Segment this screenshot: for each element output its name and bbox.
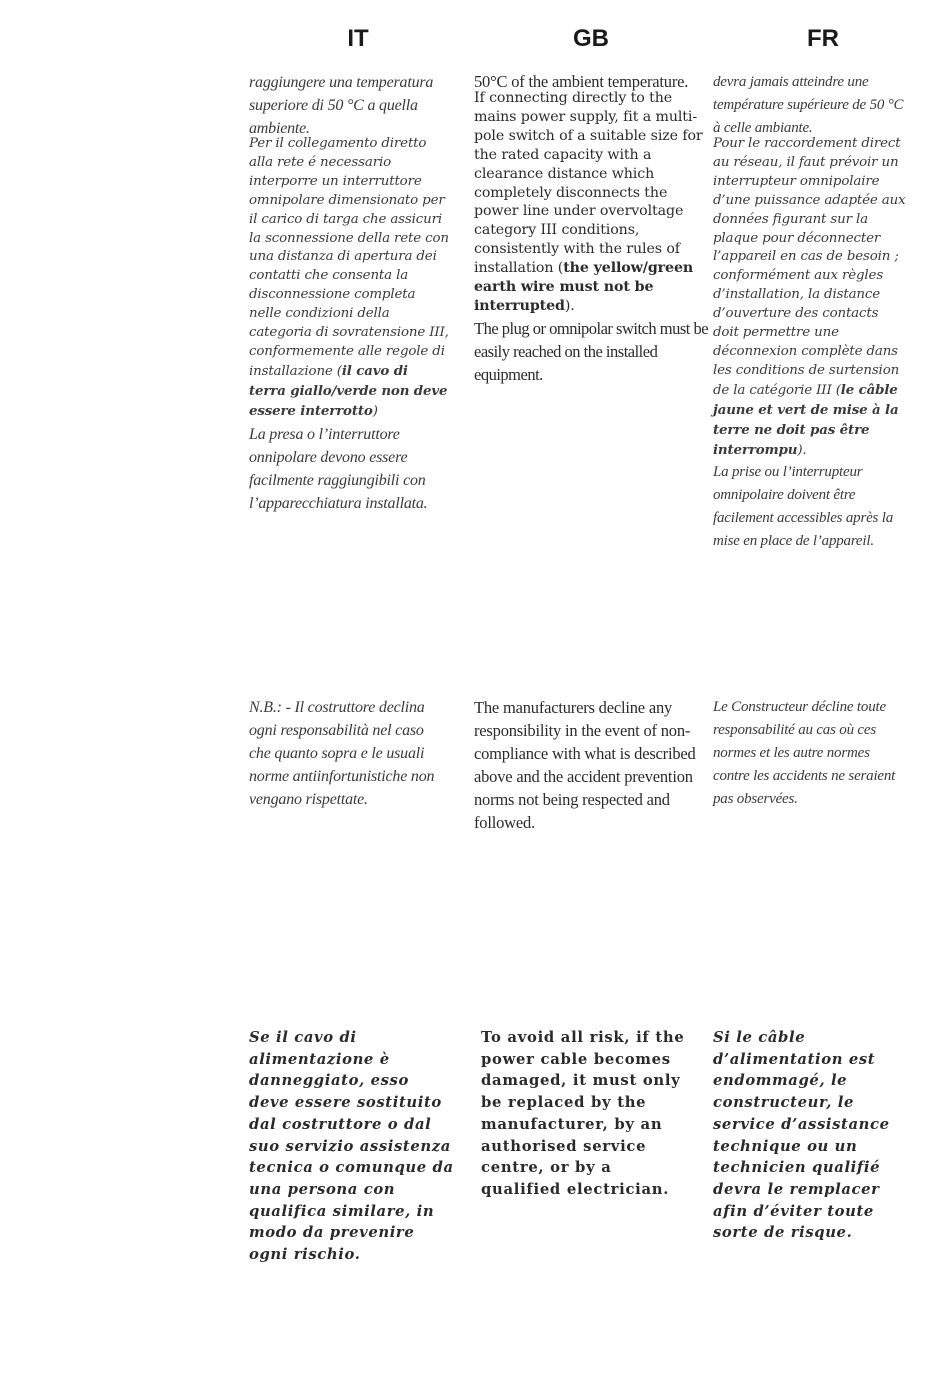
fr-mains-connection-paragraph: Pour le raccordement direct au réseau, il faut prévoir un interrupteur omnipolaire d’une puissance adaptée aux données figurant sur la plaque pour déconnecter l’appareil en cas de besoin ; conformément aux règles d’installation, la distance d’ouverture des contacts doit permettre une déconnexion complète dans les conditions de surtension de la catégorie III (le câble jaune et vert de mise à la terre ne doit pas être interrompu). <box>713 136 906 458</box>
it-plug-paragraph: La presa o l’interruttore onnipolare devono essere facilmente raggiungibili con l’apparecchiatura installata. <box>249 425 428 512</box>
fr-temperature-paragraph: devra jamais atteindre une température supérieure de 50 °C à celle ambiante. <box>713 74 904 136</box>
gb-plug-paragraph: The plug or omnipolar switch must be easily reached on the installed equipment. <box>474 318 709 384</box>
it-disclaimer-paragraph: N.B.: - Il costruttore declina ogni responsabilità nel caso che quanto sopra e le usuali norme antiinfortunistiche non vengano rispettate. <box>249 699 435 808</box>
fr-connection-section <box>713 71 908 553</box>
column-header-gb: GB <box>573 25 609 52</box>
gb-disclaimer-paragraph: The manufacturers decline any responsibility in the event of non-compliance with what is described above and the accident prevention norms not being respected and followed. <box>474 698 696 832</box>
it-power-cable-warning: Se il cavo di alimentazione è danneggiato, esso deve essere sostituito dal costruttore o dal suo servizio assistenza tecnica o comunque da una persona con qualifica similare, in modo da prevenire ogni rischio. <box>249 1029 454 1264</box>
gb-power-cable-warning: To avoid all risk, if the power cable becomes damaged, it must only be replaced by the manufacturer, by an authorised service centre, or by a qualified electrician. <box>481 1029 685 1198</box>
gb-mains-connection-paragraph: If connecting directly to the mains power supply, fit a multi-pole switch of a suitable size for the rated capacity with a clearance distance which completely disconnects the power line under overvoltage category III conditions, consistently with the rules of installation (the yellow/green earth wire must not be interrupted). <box>474 90 703 314</box>
gb-temperature-paragraph: 50°C of the ambient temperature. <box>474 72 689 91</box>
fr-disclaimer-paragraph: Le Constructeur décline toute responsabilité au cas où ces normes et les autre normes contre les accidents ne seraient pas observées. <box>713 699 896 807</box>
it-mains-connection-paragraph: Per il collegamento diretto alla rete é necessario interporre un interruttore omnipolare dimensionato per il carico di targa che assicuri la sconnessione della rete con una distanza di apertura dei contatti che consenta la disconnessione completa nelle condizioni della categoria di sovratensione III, conformemente alle regole di installazione (il cavo di terra giallo/verde non deve essere interrotto) <box>249 136 449 419</box>
fr-plug-paragraph: La prise ou l’interrupteur omnipolaire doivent être facilement accessibles après la mise en place de l’appareil. <box>713 464 894 550</box>
fr-power-cable-warning: Si le câble d’alimentation est endommagé, le constructeur, le service d’assistance technique ou un technicien qualifié devra le remplacer afin d’éviter toute sorte de risque. <box>713 1029 890 1242</box>
column-header-fr: FR <box>807 25 839 52</box>
gb-connection-section <box>474 70 710 386</box>
column-header-it: IT <box>347 25 369 52</box>
it-temperature-paragraph: raggiungere una temperatura superiore di 50 °C a quella ambiente. <box>249 74 434 137</box>
it-connection-section <box>249 71 449 515</box>
